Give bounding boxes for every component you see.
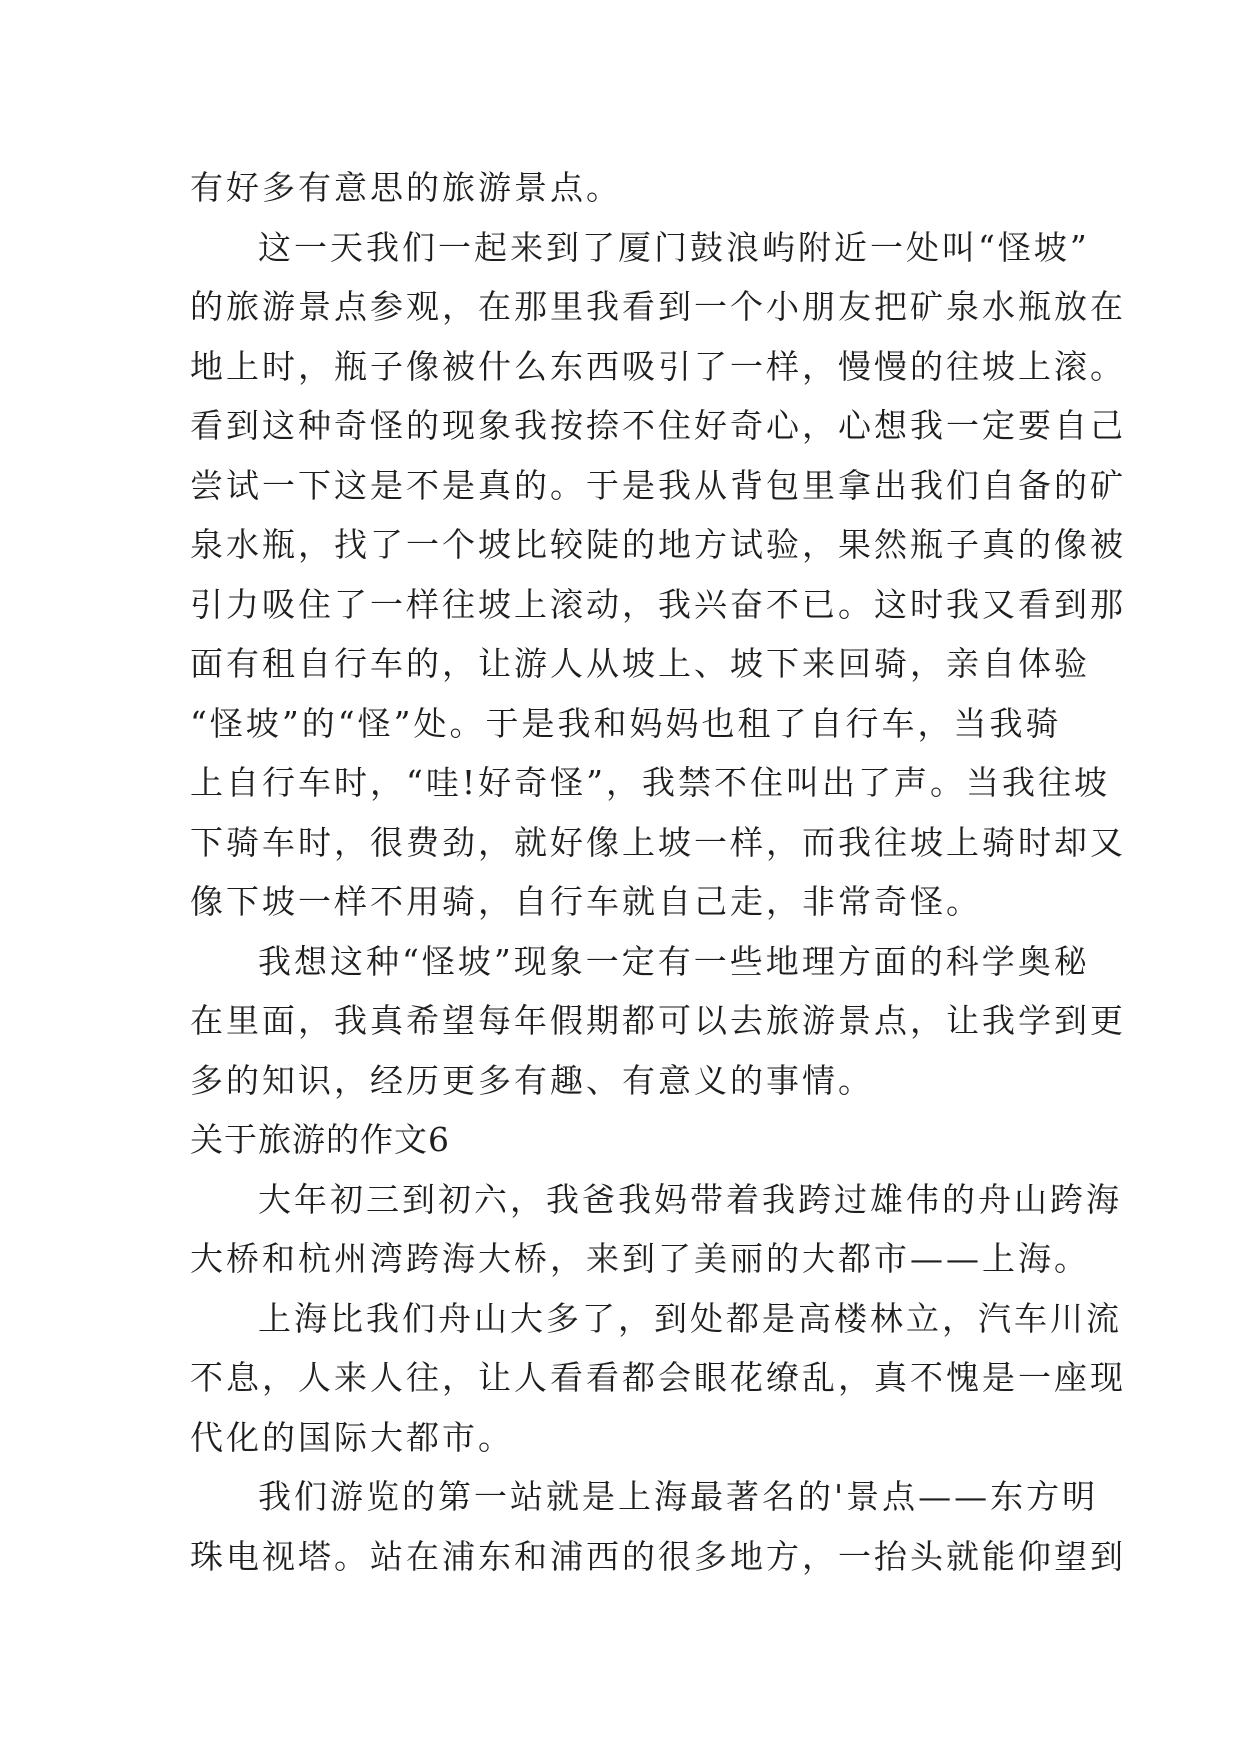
text-line: 在里面，我真希望每年假期都可以去旅游景点，让我学到更 — [190, 1001, 1126, 1040]
text-line: 上自行车时，“哇!好奇怪”，我禁不住叫出了声。当我往坡 — [190, 763, 1111, 802]
text-line: 的旅游景点参观，在那里我看到一个小朋友把矿泉水瓶放在 — [190, 287, 1126, 326]
text-line: 尝试一下这是不是真的。于是我从背包里拿出我们自备的矿 — [190, 465, 1126, 505]
text-line: “怪坡”的“怪”处。于是我和妈妈也租了自行车，当我骑 — [190, 703, 1062, 743]
text-line: 面有租自行车的，让游人从坡上、坡下来回骑，亲自体验 — [190, 644, 1090, 683]
text-line: 下骑车时，很费劲，就好像上坡一样，而我往坡上骑时却又 — [190, 822, 1126, 862]
text-line: 有好多有意思的旅游景点。 — [190, 168, 622, 207]
text-line: 像下坡一样不用骑，自行车就自己走，非常奇怪。 — [190, 882, 982, 921]
text-line: 上海比我们舟山大多了，到处都是高楼林立，汽车川流 — [258, 1298, 1122, 1338]
text-line: 不息，人来人往，让人看看都会眼花缭乱，真不愧是一座现 — [190, 1358, 1126, 1397]
text-line: 代化的国际大都市。 — [190, 1417, 514, 1457]
text-line: 珠电视塔。站在浦东和浦西的很多地方，一抬头就能仰望到 — [190, 1536, 1126, 1576]
text-line: 这一天我们一起来到了厦门鼓浪屿附近一处叫“怪坡” — [258, 227, 1090, 267]
text-line: 泉水瓶，找了一个坡比较陡的地方试验，果然瓶子真的像被 — [190, 525, 1126, 564]
section-heading: 关于旅游的作文6 — [190, 1120, 450, 1159]
text-line: 多的知识，经历更多有趣、有意义的事情。 — [190, 1060, 874, 1100]
text-line: 大年初三到初六，我爸我妈带着我跨过雄伟的舟山跨海 — [258, 1179, 1122, 1219]
text-line: 地上时，瓶子像被什么东西吸引了一样，慢慢的往坡上滚。 — [190, 346, 1126, 386]
text-line: 我想这种“怪坡”现象一定有一些地理方面的科学奥秘 — [258, 941, 1090, 981]
text-line: 我们游览的第一站就是上海最著名的'景点——东方明 — [258, 1477, 1099, 1516]
document-body — [190, 158, 1126, 1586]
text-line: 引力吸住了一样往坡上滚动，我兴奋不已。这时我又看到那 — [190, 584, 1126, 624]
text-line: 看到这种奇怪的现象我按捺不住好奇心，心想我一定要自己 — [190, 406, 1126, 445]
text-line: 大桥和杭州湾跨海大桥，来到了美丽的大都市——上海。 — [190, 1239, 1090, 1278]
